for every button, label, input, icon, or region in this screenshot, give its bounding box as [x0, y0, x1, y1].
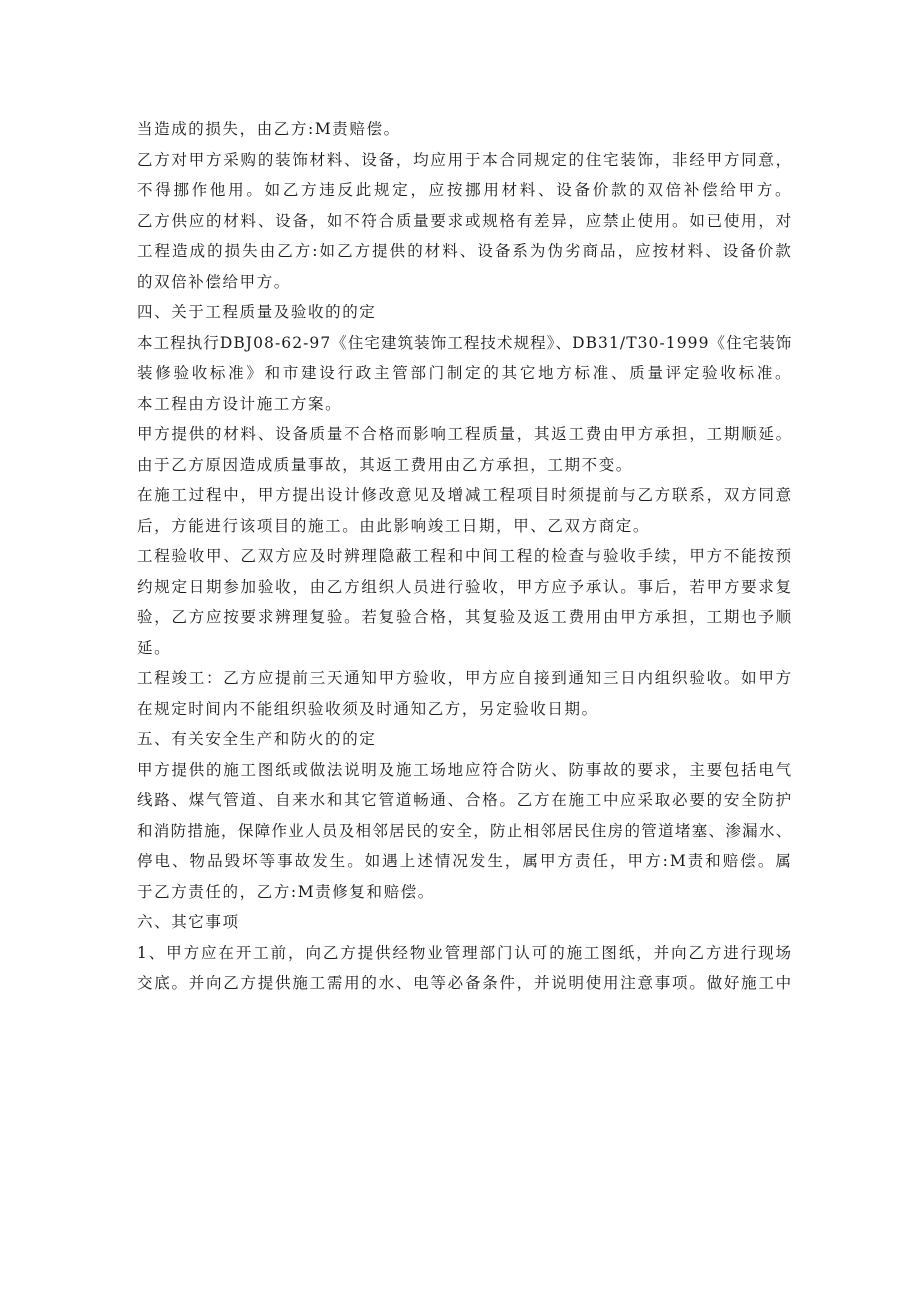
text-line: 验，乙方应按要求辨理复验。若复验合格，其复验及返工费用由甲方承担，工期也予顺	[137, 608, 793, 626]
paragraph	[137, 114, 792, 145]
text-line: 在规定时间内不能组织验收须及时通知乙方，另定验收日期。	[137, 699, 599, 718]
text-line: 甲方提供的材料、设备质量不合格而影响工程质量，其返工费由甲方承担，工期顺延。	[137, 425, 793, 443]
text-line: 和消防措施，保障作业人员及相邻居民的安全，防止相邻居民住房的管道堵塞、渗漏水、	[137, 821, 793, 840]
text-line: 不得挪作他用。如乙方违反此规定，应按挪用材料、设备价款的双倍补偿给甲方。	[137, 181, 794, 199]
text-line: 甲方提供的施工图纸或做法说明及施工场地应符合防火、防事故的要求，主要包括电气	[137, 760, 793, 779]
paragraph	[137, 328, 792, 389]
section-heading	[137, 724, 792, 755]
text-line: 的双倍补偿给甲方。	[137, 272, 291, 291]
text-line: 停电、物品毁坏等事故发生。如遇上述情况发生，属甲方责任，甲方:M责和赔偿。属	[137, 852, 793, 870]
text-line: 1、甲方应在开工前，向乙方提供经物业管理部门认可的施工图纸，并向乙方进行现场	[137, 943, 793, 962]
text-line: 六、其它事项	[137, 913, 240, 931]
text-line: 乙方对甲方采购的装饰材料、设备，均应用于本合同规定的住宅装饰，非经甲方同意，	[137, 150, 793, 169]
text-line: 交底。并向乙方提供施工需用的水、电等必备条件，并说明使用注意事项。做好施工中	[137, 974, 793, 992]
text-line: 工程竣工：乙方应提前三天通知甲方验收，甲方应自接到通知三日内组织验收。如甲方	[137, 669, 793, 687]
text-line: 四、关于工程质量及验收的的定	[137, 303, 377, 321]
text-line: 延。	[137, 638, 172, 657]
text-line: 工程验收甲、乙双方应及时辨理隐蔽工程和中间工程的检查与验收手续，甲方不能按预	[137, 547, 793, 565]
paragraph	[137, 663, 792, 724]
text-line: 线路、煤气管道、自来水和其它管道畅通、合格。乙方在施工中应采取必要的安全防护	[137, 791, 793, 809]
text-line: 工程造成的损失由乙方:如乙方提供的材料、设备系为伪劣商品，应按材料、设备价款	[137, 242, 793, 260]
text-line: 五、有关安全生产和防火的的定	[137, 730, 377, 748]
paragraph	[137, 541, 792, 663]
text-line: 乙方供应的材料、设备，如不符合质量要求或规格有差异，应禁止使用。如已使用，对	[137, 211, 793, 230]
document-page	[137, 114, 792, 999]
paragraph	[137, 389, 792, 420]
paragraph	[137, 145, 792, 206]
text-line: 当造成的损失，由乙方:M责赔偿。	[137, 120, 401, 138]
paragraph	[137, 419, 792, 450]
text-line: 于乙方责任的，乙方:M责修复和赔偿。	[137, 882, 435, 901]
text-line: 本工程执行DBJ08-62-97《住宅建筑装饰工程技术规程》、DB31/T30-1999《住宅装饰	[137, 333, 793, 352]
text-line: 由于乙方原因造成质量事故，其返工费用由乙方承担，工期不变。	[137, 455, 633, 474]
paragraph	[137, 480, 792, 541]
text-line: 装修验收标准》和市建设行政主管部门制定的其它地方标准、质量评定验收标准。	[137, 364, 794, 382]
paragraph	[137, 938, 792, 999]
section-heading	[137, 907, 792, 938]
text-line: 后，方能进行该项目的施工。由此影响竣工日期，甲、乙双方商定。	[137, 516, 651, 535]
text-line: 在施工过程中，甲方提出设计修改意见及增减工程项目时须提前与乙方联系，双方同意	[137, 486, 793, 504]
text-line: 约规定日期参加验收，由乙方组织人员进行验收，甲方应予承认。事后，若甲方要求复	[137, 577, 793, 596]
paragraph	[137, 206, 792, 298]
paragraph	[137, 450, 792, 481]
section-heading	[137, 297, 792, 328]
text-line: 本工程由方设计施工方案。	[137, 394, 343, 413]
paragraph	[137, 755, 792, 908]
